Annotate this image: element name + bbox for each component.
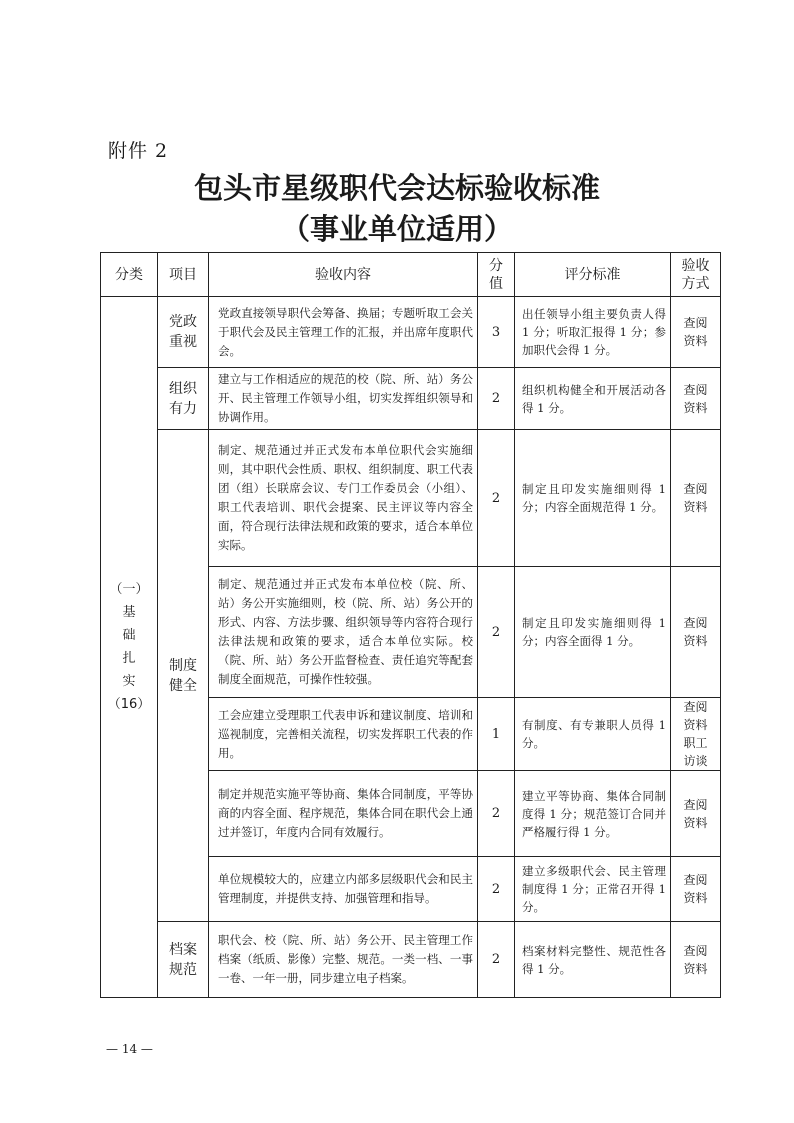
- document-subtitle: （事业单位适用）: [280, 212, 513, 246]
- header-category: 分类: [101, 253, 158, 297]
- content-cell: 党政直接领导职代会筹备、换届；专题听取工会关于职代会及民主管理工作的汇报，并出席年度职代会。: [209, 297, 478, 368]
- item-cell: 制度 健全: [158, 430, 209, 922]
- content-cell: 制定并规范实施平等协商、集体合同制度，平等协商的内容全面、程序规范，集体合同在职代会上通过并签订，年度内合同有效履行。: [209, 771, 478, 857]
- content-cell: 制定、规范通过并正式发布本单位校（院、所、站）务公开实施细则，校（院、所、站）务公开的形式、内容、方法步骤、组织领导等内容符合现行法律法规和政策的要求，适合本单位实际。校（院、所、站）务公开监督检查、责任追究等配套制度全面规范，可操作性较强。: [209, 567, 478, 698]
- criteria-cell: 建立平等协商、集体合同制度得 1 分；规范签订合同并严格履行得 1 分。: [515, 771, 671, 857]
- method-cell: 查阅 资料: [671, 771, 721, 857]
- score-cell: 2: [478, 567, 515, 698]
- score-cell: 3: [478, 297, 515, 368]
- table-row: [101, 368, 721, 430]
- header-content: 验收内容: [209, 253, 478, 297]
- item-cell: 档案 规范: [158, 922, 209, 998]
- header-score: 分 值: [478, 253, 515, 297]
- score-cell: 2: [478, 857, 515, 922]
- criteria-cell: 制定且印发实施细则得 1 分；内容全面得 1 分。: [515, 567, 671, 698]
- score-cell: 2: [478, 922, 515, 998]
- content-cell: 职代会、校（院、所、站）务公开、民主管理工作档案（纸质、影像）完整、规范。一类一档、一事一卷、一年一册，同步建立电子档案。: [209, 922, 478, 998]
- content-cell: 工会应建立受理职工代表申诉和建议制度、培训和巡视制度，完善相关流程，切实发挥职工代表的作用。: [209, 698, 478, 771]
- method-cell: 查阅 资料 职工 访谈: [671, 698, 721, 771]
- content-cell: 单位规模较大的，应建立内部多层级职代会和民主管理制度，并提供支持、加强管理和指导。: [209, 857, 478, 922]
- header-method: 验收 方式: [671, 253, 721, 297]
- criteria-cell: 制定且印发实施细则得 1 分；内容全面规范得 1 分。: [515, 430, 671, 567]
- criteria-cell: 有制度、有专兼职人员得 1 分。: [515, 698, 671, 771]
- score-cell: 2: [478, 771, 515, 857]
- content-cell: 制定、规范通过并正式发布本单位职代会实施细则，其中职代会性质、职权、组织制度、职工代表团（组）长联席会议、专门工作委员会（小组）、职工代表培训、职代会提案、民主评议等内容全面，符合现行法律法规和政策的要求，适合本单位实际。: [209, 430, 478, 567]
- method-cell: 查阅 资料: [671, 430, 721, 567]
- method-cell: 查阅 资料: [671, 297, 721, 368]
- content-cell: 建立与工作相适应的规范的校（院、所、站）务公开、民主管理工作领导小组，切实发挥组织领导和协调作用。: [209, 368, 478, 430]
- table-header-row: [101, 253, 721, 297]
- item-cell: 党政 重视: [158, 297, 209, 368]
- criteria-cell: 组织机构健全和开展活动各得 1 分。: [515, 368, 671, 430]
- score-cell: 1: [478, 698, 515, 771]
- score-cell: 2: [478, 368, 515, 430]
- category-cell: （一） 基 础 扎 实 （16）: [101, 297, 158, 998]
- method-cell: 查阅 资料: [671, 368, 721, 430]
- attachment-label: 附件 2: [108, 140, 169, 162]
- document-title: 包头市星级职代会达标验收标准: [193, 171, 600, 205]
- method-cell: 查阅 资料: [671, 857, 721, 922]
- table-row: [101, 922, 721, 998]
- page-number: — 14 —: [106, 1042, 153, 1056]
- acceptance-standard-table: [100, 252, 721, 998]
- header-item: 项目: [158, 253, 209, 297]
- criteria-cell: 出任领导小组主要负责人得 1 分；听取汇报得 1 分；参加职代会得 1 分。: [515, 297, 671, 368]
- item-cell: 组织 有力: [158, 368, 209, 430]
- method-cell: 查阅 资料: [671, 922, 721, 998]
- score-cell: 2: [478, 430, 515, 567]
- criteria-cell: 建立多级职代会、民主管理制度得 1 分；正常召开得 1 分。: [515, 857, 671, 922]
- header-criteria: 评分标准: [515, 253, 671, 297]
- method-cell: 查阅 资料: [671, 567, 721, 698]
- table-row: [101, 430, 721, 567]
- criteria-cell: 档案材料完整性、规范性各得 1 分。: [515, 922, 671, 998]
- table-row: [101, 297, 721, 368]
